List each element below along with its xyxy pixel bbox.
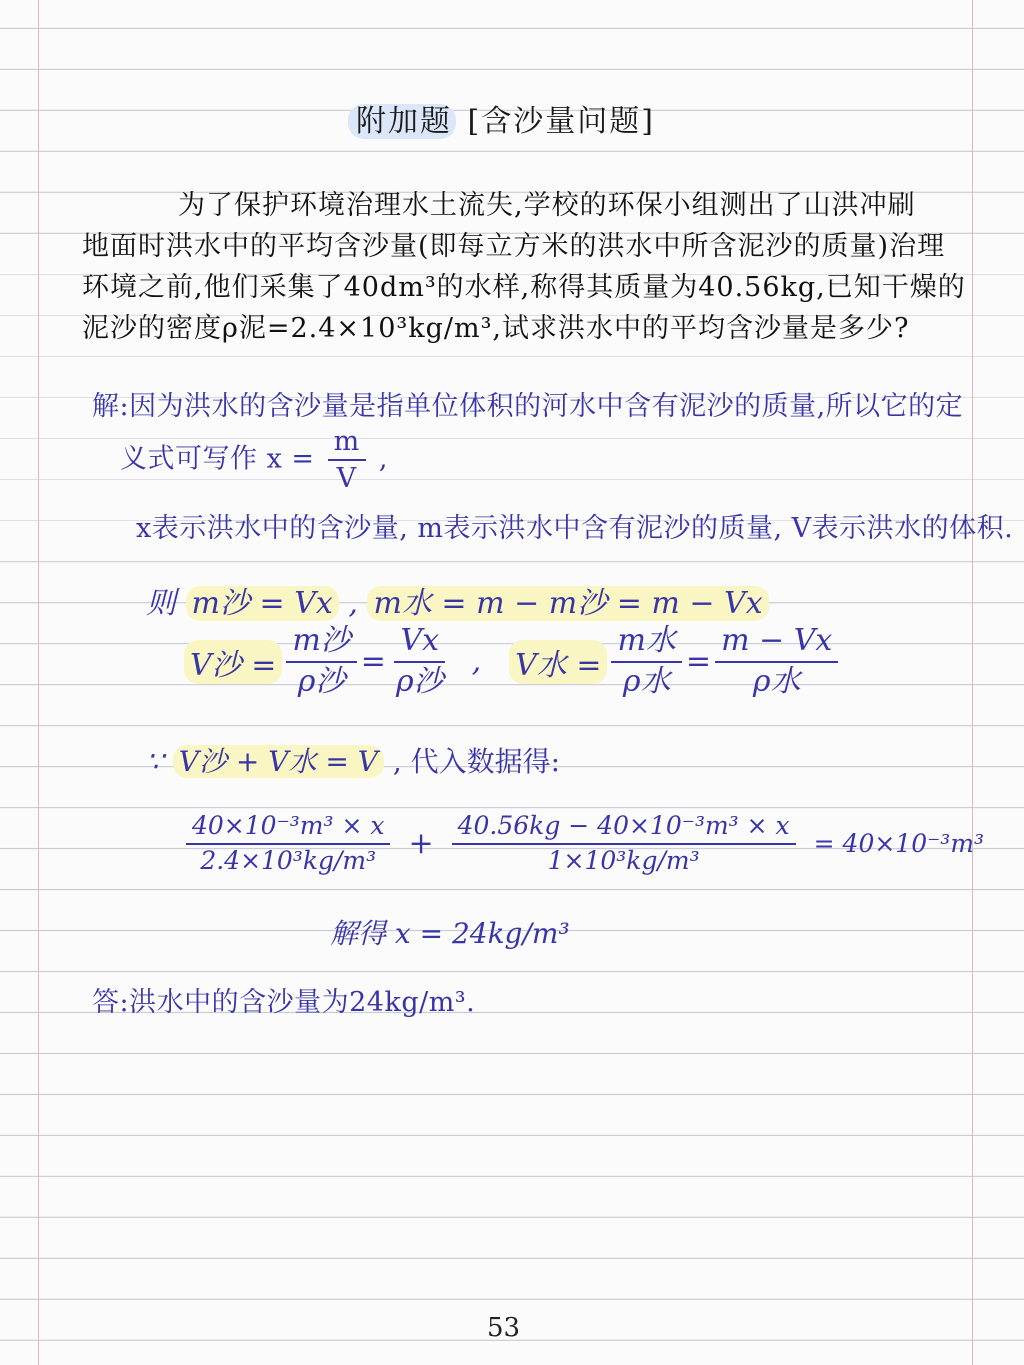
step-1-separator: , bbox=[348, 586, 358, 621]
fraction-numerator: 40.56kg − 40×10⁻³m³ × x bbox=[452, 812, 796, 845]
volume-sum-equation: V沙 + V水 = V bbox=[173, 745, 384, 778]
equals-sign: = bbox=[685, 644, 712, 679]
definition-numerator: m bbox=[328, 426, 366, 461]
question-line-3: 环境之前,他们采集了40dm³的水样,称得其质量为40.56kg,已知干燥的 bbox=[82, 272, 966, 303]
question-line-2: 地面时洪水中的平均含沙量(即每立方米的洪水中所含泥沙的质量)治理 bbox=[82, 231, 946, 262]
big-fraction-1 bbox=[186, 812, 390, 876]
big-fraction-2 bbox=[452, 812, 796, 876]
left-margin-line bbox=[38, 0, 39, 1365]
water-volume-fraction-2 bbox=[715, 624, 838, 699]
title-bracket: [含沙量问题] bbox=[467, 104, 655, 139]
sand-volume-fraction-1 bbox=[286, 624, 356, 699]
fraction-denominator: ρ水 bbox=[752, 663, 801, 699]
definition-denominator: V bbox=[336, 463, 357, 495]
result-line: 解得 x = 24kg/m³ bbox=[330, 917, 570, 950]
fraction-numerator: 40×10⁻³m³ × x bbox=[186, 812, 390, 845]
fraction-denominator: 1×10³kg/m³ bbox=[547, 845, 700, 875]
fraction-denominator: ρ沙 bbox=[297, 663, 346, 699]
question-line-1: 为了保护环境治理水土流失,学校的环保小组测出了山洪冲刷 bbox=[178, 190, 916, 221]
plus-sign: + bbox=[408, 826, 434, 862]
page-number: 53 bbox=[487, 1313, 521, 1343]
variable-explanation: x表示洪水中的含沙量, m表示洪水中含有泥沙的质量, V表示洪水的体积. bbox=[136, 513, 1014, 544]
fraction-denominator: ρ水 bbox=[622, 663, 671, 699]
step-2-line bbox=[184, 624, 842, 699]
step-1-prefix: 则 bbox=[146, 586, 176, 621]
substituted-equation bbox=[182, 812, 984, 876]
solution-intro-line-2 bbox=[120, 426, 388, 494]
fraction-denominator: ρ沙 bbox=[395, 663, 444, 699]
water-mass-equation: m水 = m − m沙 = m − Vx bbox=[367, 586, 768, 621]
definition-fraction bbox=[328, 426, 366, 494]
page-title bbox=[348, 96, 655, 140]
solution-intro-line-1: 解:因为洪水的含沙量是指单位体积的河水中含有泥沙的质量,所以它的定 bbox=[92, 391, 964, 422]
fraction-numerator: m水 bbox=[611, 624, 681, 663]
water-volume-label: V水 = bbox=[509, 640, 607, 684]
right-margin-line bbox=[972, 0, 973, 1365]
equation-rhs: = 40×10⁻³m³ bbox=[813, 829, 985, 859]
step-1-line bbox=[146, 578, 769, 622]
definition-suffix: , bbox=[378, 443, 388, 475]
fraction-numerator: Vx bbox=[394, 624, 445, 663]
step-3-line bbox=[146, 740, 560, 780]
sand-volume-label: V沙 = bbox=[184, 640, 282, 684]
substitute-text: , 代入数据得: bbox=[392, 745, 561, 778]
step-2-separator: , bbox=[471, 644, 482, 679]
question-line-4: 泥沙的密度ρ泥=2.4×10³kg/m³,试求洪水中的平均含沙量是多少? bbox=[82, 313, 910, 344]
definition-prefix: 义式可写作 x = bbox=[120, 443, 315, 475]
fraction-numerator: m沙 bbox=[286, 624, 356, 663]
final-answer: 答:洪水中的含沙量为24kg/m³. bbox=[92, 987, 476, 1018]
fraction-denominator: 2.4×10³kg/m³ bbox=[200, 845, 377, 875]
because-symbol: ∵ bbox=[146, 745, 164, 778]
equals-sign: = bbox=[360, 644, 386, 679]
title-main: 附加题 bbox=[348, 104, 456, 139]
sand-volume-fraction-2 bbox=[390, 624, 450, 699]
water-volume-fraction-1 bbox=[611, 624, 681, 699]
sand-mass-equation: m沙 = Vx bbox=[186, 586, 339, 621]
fraction-numerator: m − Vx bbox=[715, 624, 838, 663]
